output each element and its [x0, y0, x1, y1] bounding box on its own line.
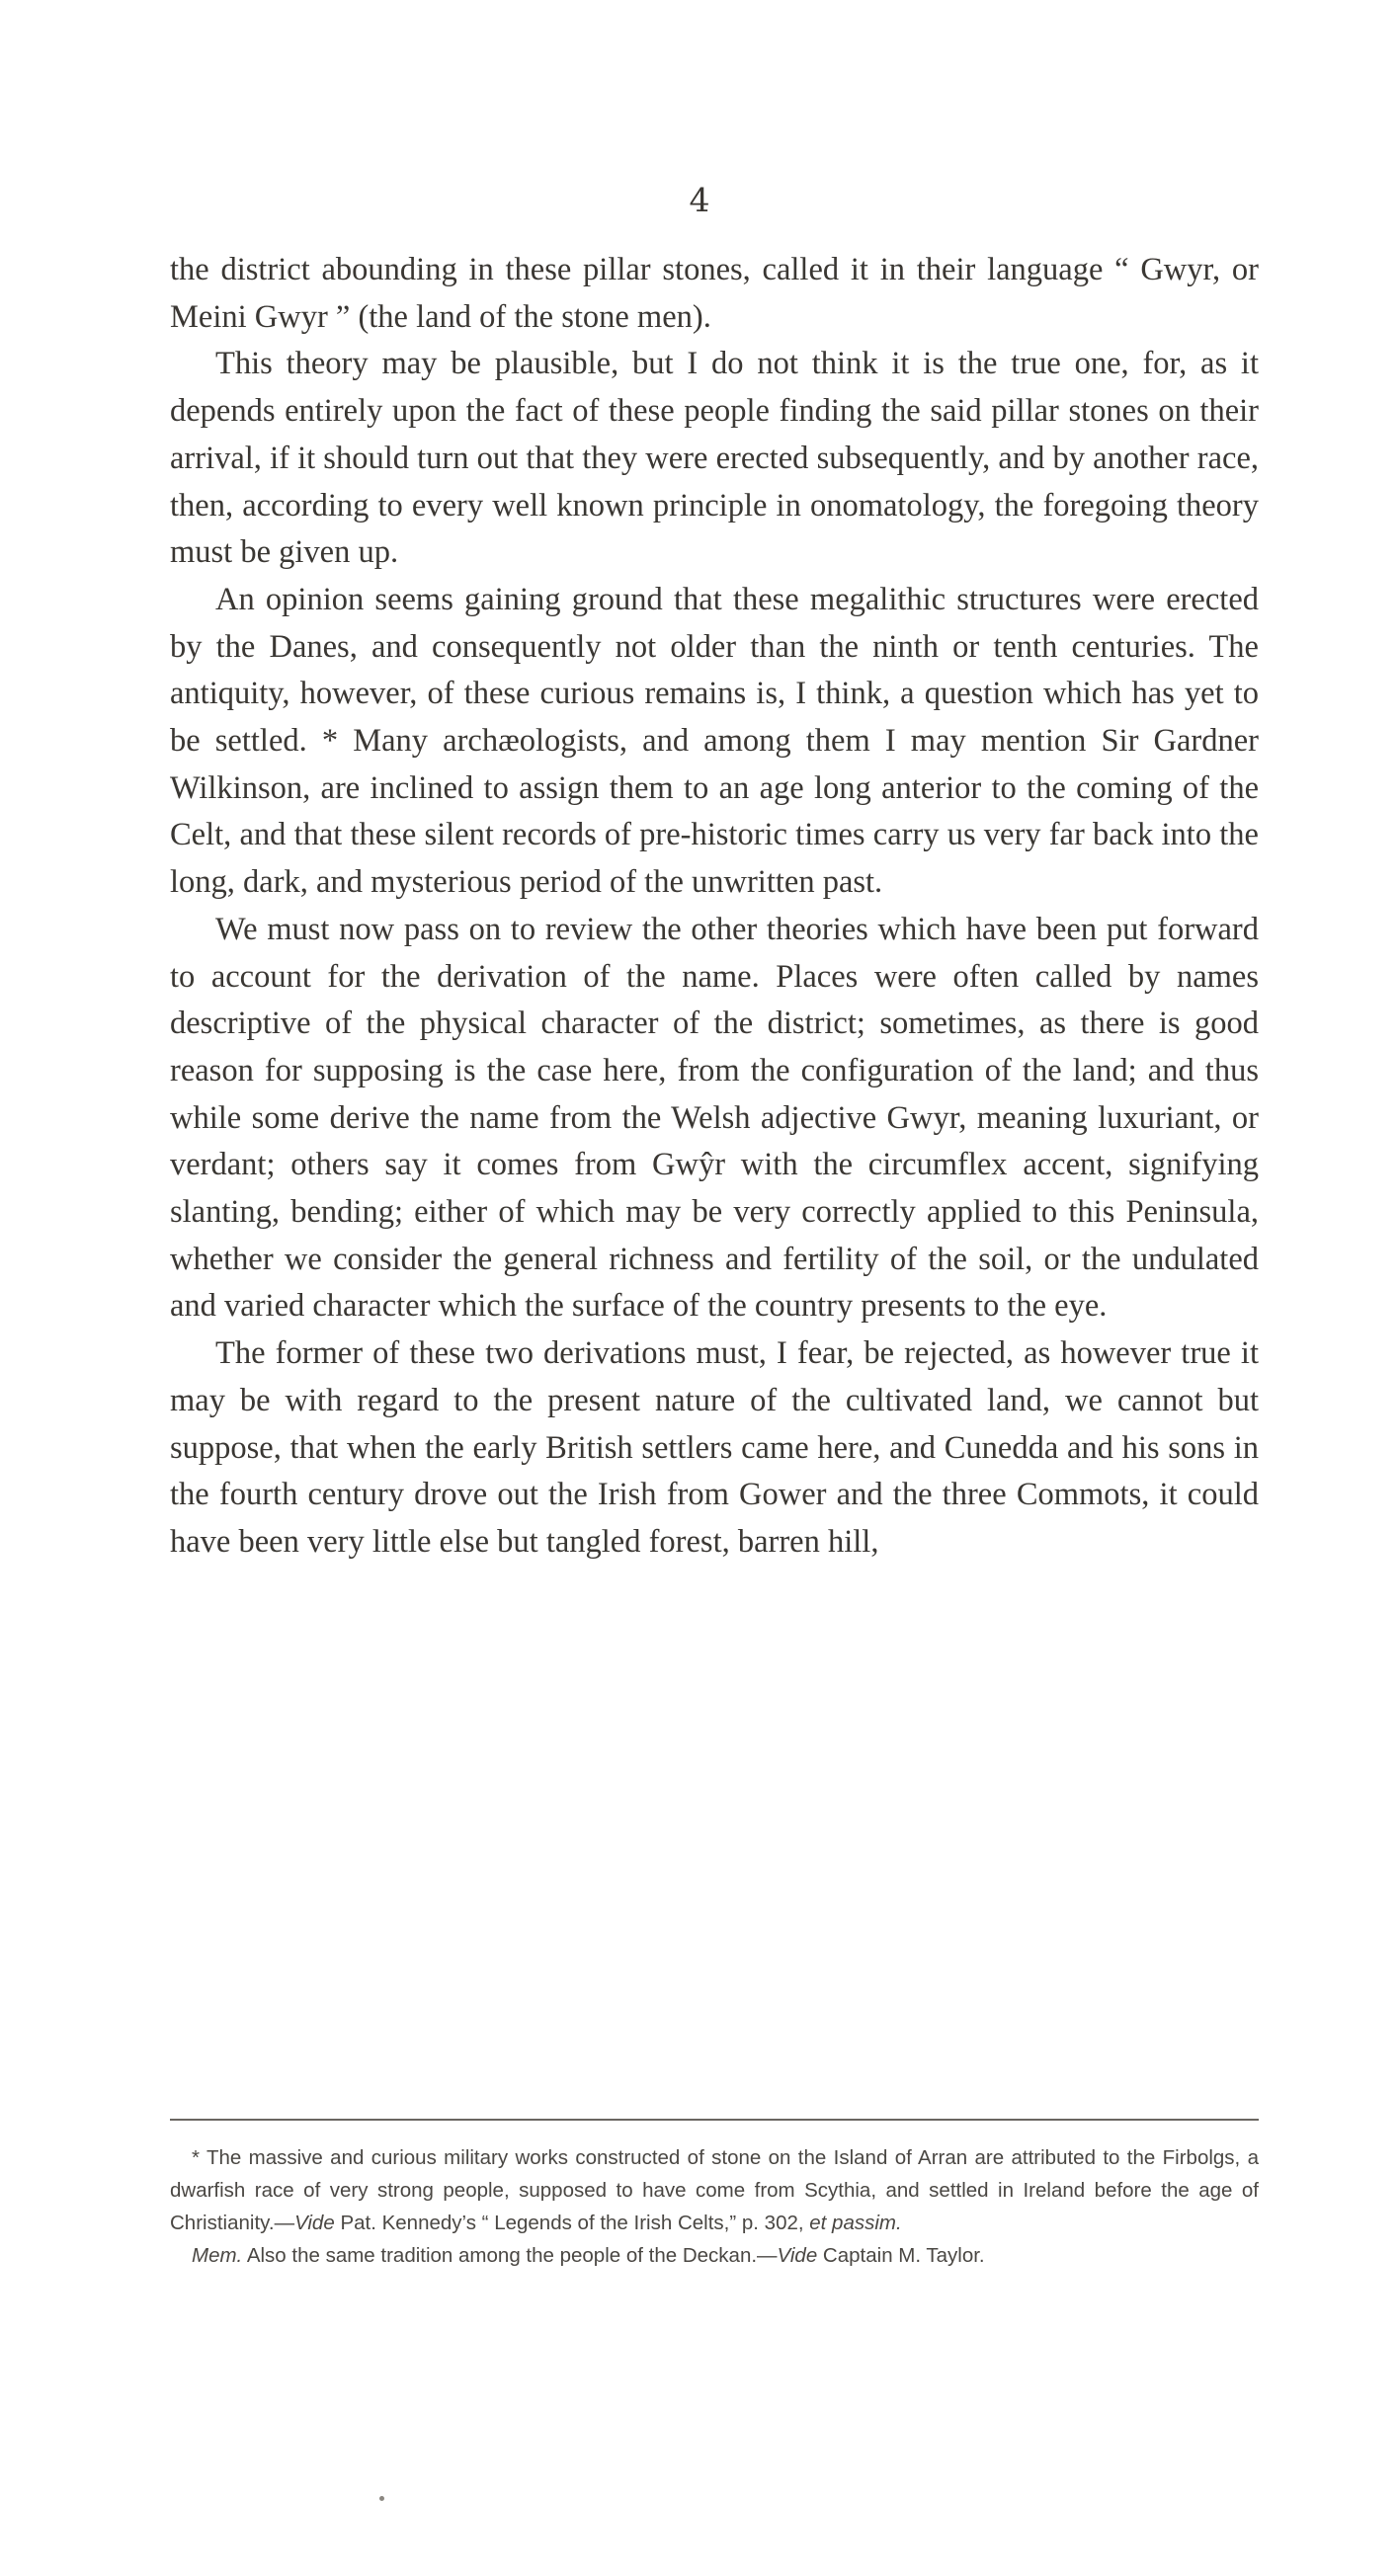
paragraph: An opinion seems gaining ground that these megalithic structures were erected by the Danes, and consequently not older than the ninth or tenth centuries. The antiquity, however, of these curious remains is, I think, a question which has yet to be settled. * Many archæologists, and among them I may mention Sir Gardner Wilkinson, are inclined to assign them to an age long anterior to the coming of the Celt, and that these silent records of pre-historic times carry us very far back into the long, dark, and mysterious period of the unwritten past.: [170, 581, 1259, 901]
footnote-vide: Vide: [294, 2212, 335, 2234]
footnote: [170, 2141, 1259, 2272]
footnote-paragraph: [170, 2239, 1259, 2272]
footnote-passim: et passim.: [809, 2212, 902, 2234]
ink-speck: [379, 2496, 384, 2501]
footnote-mem: Mem.: [192, 2244, 243, 2267]
paragraph: This theory may be plausible, but I do not think it is the true one, for, as it depends entirely upon the fact of these people finding the said pillar stones on their arrival, if it should turn out that they were erected subsequently, and by another race, then, according to every well known principle in onomatology, the foregoing theory must be given up.: [170, 346, 1259, 571]
paragraph: the district abounding in these pillar stones, called it in their language “ Gwyr, or Meini Gwyr ” (the land of the stone men).: [170, 252, 1259, 335]
footnote-divider: [170, 2119, 1259, 2121]
footnote-text: Pat. Kennedy’s “ Legends of the Irish Celts,” p. 302,: [334, 2212, 810, 2234]
footnote-text: Also the same tradition among the people of the Deckan.—: [242, 2244, 778, 2267]
footnote-paragraph: [170, 2141, 1259, 2239]
footnote-text: Captain M. Taylor.: [817, 2244, 985, 2267]
body-text: [170, 247, 1259, 1567]
footnote-text: * The massive and curious military works constructed of stone on the Island of Arran are attributed to the Firbolgs, a dwarfish race of very strong people, supposed to have come from Scythia, and settled in Ireland before the age of Christianity.—: [170, 2146, 1259, 2234]
footnote-vide: Vide: [777, 2244, 818, 2267]
page-number: 4: [689, 181, 710, 219]
paragraph: The former of these two derivations must, I fear, be rejected, as however true it may be with regard to the present nature of the cultivated land, we cannot but suppose, that when the early British settlers came here, and Cunedda and his sons in the fourth century drove out the Irish from Gower and the three Commots, it could have been very little else but tangled forest, barren hill,: [170, 1335, 1259, 1560]
paragraph: We must now pass on to review the other theories which have been put forward to account for the derivation of the name. Places were often called by names descriptive of the physical character of the district; sometimes, as there is good reason for supposing is the case here, from the configuration of the land; and thus while some derive the name from the Welsh adjective Gwyr, meaning luxuriant, or verdant; others say it comes from Gwŷr with the circumflex accent, signifying slanting, bending; either of which may be very correctly applied to this Peninsula, whether we consider the general richness and fertility of the soil, or the undulated and varied character which the surface of the country presents to the eye.: [170, 911, 1259, 1325]
